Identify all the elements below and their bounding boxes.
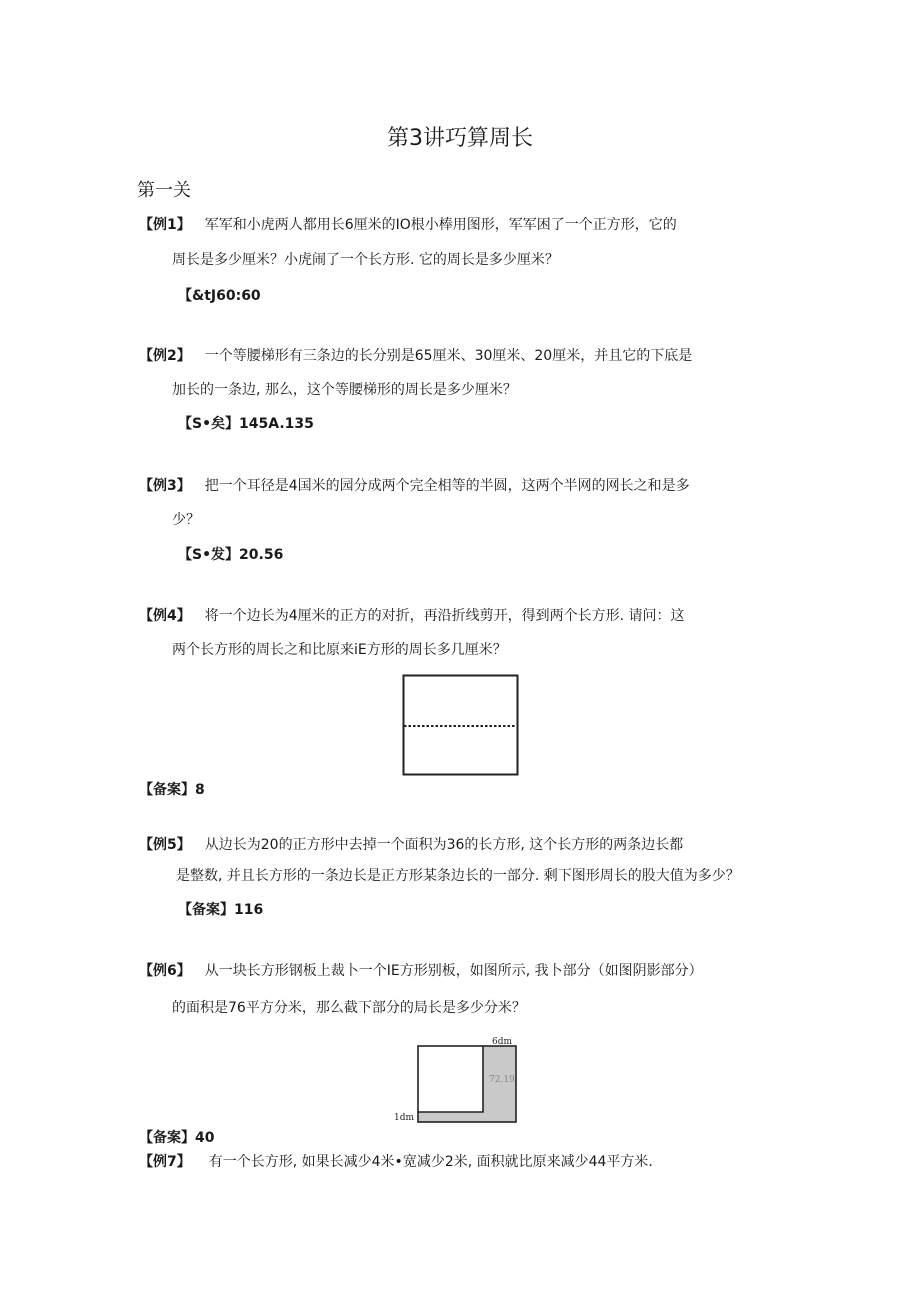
example-5-answer: 【备案】116 xyxy=(178,902,264,918)
example-3-answer: 【S•发】20.56 xyxy=(178,547,284,563)
steel-plate-figure xyxy=(392,1034,528,1126)
example-4-answer: 【备案】8 xyxy=(139,782,205,798)
example-4 xyxy=(139,606,685,626)
example-6-label: 【例6】 xyxy=(139,963,191,979)
label-1dm: 1dm xyxy=(394,1113,415,1123)
example-2-label: 【例2】 xyxy=(139,348,191,364)
label-6dm: 6dm xyxy=(492,1037,513,1047)
example-2-line2: 加长的一条边, 那么，这个等腰梯形的周长是多少厘米？ xyxy=(172,382,517,398)
example-1-line1: 军军和小虎两人都用长6厘米的IO根小棒用图形，军军困了一个正方形，它的 xyxy=(204,217,677,233)
example-1 xyxy=(139,215,677,235)
example-2-line1: 一个等腰梯形有三条边的长分别是65厘米、30厘米、20厘米，并且它的下底是 xyxy=(204,348,693,364)
cut-square-edge xyxy=(418,1046,483,1112)
example-4-label: 【例4】 xyxy=(139,608,191,624)
folded-square-figure xyxy=(402,674,520,777)
example-7-line1: 有一个长方形, 如果长减少4米•宽减少2米, 面积就比原来减少44平方米. xyxy=(208,1154,653,1170)
example-4-line2: 两个长方形的周长之和比原来iE方形的周长多几厘米？ xyxy=(172,642,507,658)
section-heading: 第一关 xyxy=(137,180,191,201)
example-3-label: 【例3】 xyxy=(139,478,191,494)
example-2-answer: 【S•矣】145A.135 xyxy=(178,416,314,432)
example-1-label: 【例1】 xyxy=(139,217,191,233)
example-7-label: 【例7】 xyxy=(139,1154,191,1170)
example-3 xyxy=(139,476,690,496)
page-title: 第3讲巧算周长 xyxy=(387,126,533,151)
example-7 xyxy=(139,1152,653,1172)
example-5 xyxy=(139,835,683,855)
example-2 xyxy=(139,346,692,366)
example-1-line2: 周长是多少厘米？小虎闹了一个长方形. 它的周长是多少厘米？ xyxy=(172,252,559,268)
example-6-line1: 从一块长方形钢板上裁卜一个IE方形别板，如图所示, 我卜部分（如图阴影部分） xyxy=(204,963,703,979)
example-5-label: 【例5】 xyxy=(139,837,191,853)
example-5-line2: 是整数, 并且长方形的一条边长是正方形某条边长的一部分. 剩下图形周长的股大值为多少？ xyxy=(176,868,740,884)
shade-label: 72.19 xyxy=(489,1075,515,1085)
example-3-line1: 把一个耳径是4国米的园分成两个完全相等的半圆，这两个半网的网长之和是多 xyxy=(204,478,690,494)
example-4-line1: 将一个边长为4厘米的正方的对折，再沿折线剪开，得到两个长方形. 请问：这 xyxy=(204,608,685,624)
example-6 xyxy=(139,961,703,981)
example-1-answer: 【&tJ60:60 xyxy=(178,288,261,304)
example-6-answer: 【备案】40 xyxy=(139,1130,215,1146)
example-3-line2: 少？ xyxy=(172,512,200,528)
example-6-line2: 的面积是76平方分米，那么截下部分的局长是多少分米？ xyxy=(172,1000,526,1016)
shaded-strip-bottom xyxy=(418,1112,516,1122)
example-5-line1: 从边长为20的正方形中去掉一个面积为36的长方形, 这个长方形的两条边长都 xyxy=(204,837,684,853)
